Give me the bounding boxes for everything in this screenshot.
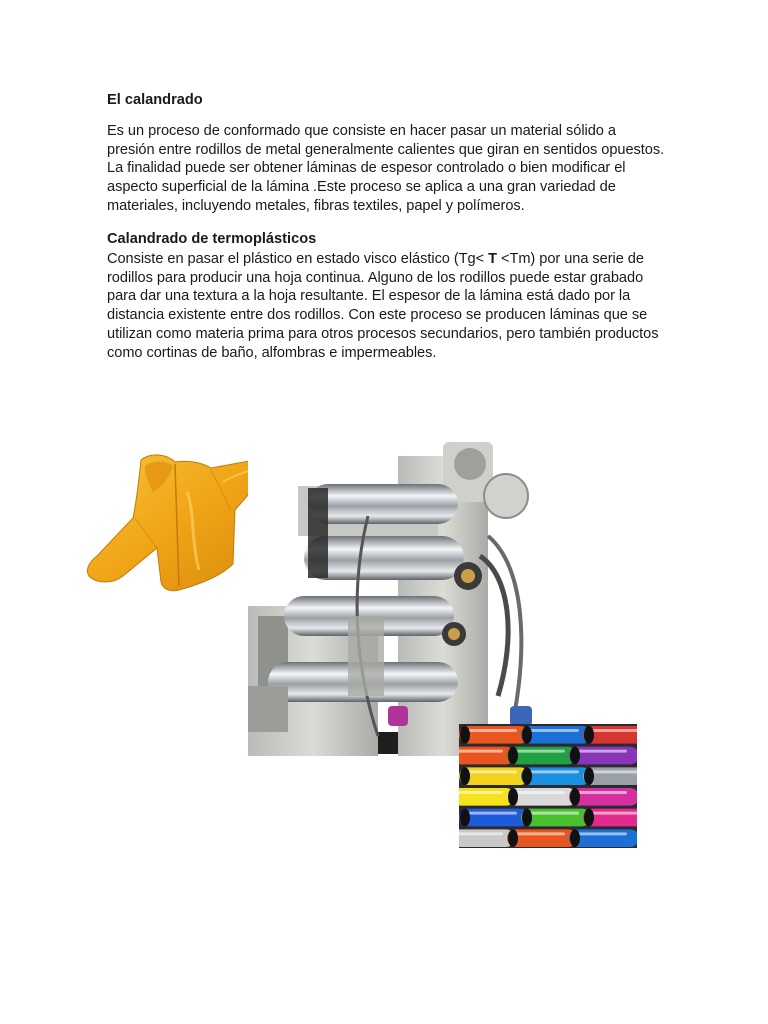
- foil-roll: [569, 829, 637, 847]
- section-body-termoplasticos: [107, 250, 667, 362]
- body-text-bold-t: T: [488, 251, 497, 267]
- foil-roll: [459, 829, 515, 847]
- foil-roll: [507, 747, 577, 765]
- foil-roll: [507, 829, 577, 847]
- colored-rolls-image: [459, 724, 637, 848]
- foil-roll: [521, 809, 591, 827]
- section-body-calandrado: Es un proceso de conformado que consiste en hacer pasar un material sólido a presión entre rodillos de metal generalmente calientes que giran en sentidos opuestos. La finalidad puede ser obtener láminas de espesor controlado o bien modificar el aspecto superficial de la lámina .Este proceso se aplica a una gran variedad de materiales, incluyendo metales, fibras textiles, papel y polímeros.: [107, 123, 665, 214]
- foil-roll: [521, 767, 591, 785]
- foil-roll: [459, 767, 529, 785]
- foil-roll: [583, 726, 637, 744]
- foil-roll: [459, 788, 515, 806]
- body-text-end: <Tm) por una serie de rodillos para producir una hoja continua. Alguno de los rodillos puede estar grabado para dar una textura a la hoja resultante. El espesor de la lámina está dado por la distancia existente entre dos rodillos. Con este proceso se producen láminas que se utilizan como materia prima para otros procesos secundarios, pero también productos como cortinas de baño, alfombras e impermeables.: [107, 251, 659, 361]
- raincoat-image: [83, 452, 268, 594]
- foil-roll: [583, 809, 637, 827]
- body-text-start: Consiste en pasar el plástico en estado visco elástico (Tg<: [107, 251, 489, 267]
- foil-roll: [459, 809, 529, 827]
- foil-roll: [569, 788, 637, 806]
- foil-roll: [521, 726, 591, 744]
- section-title-calandrado: El calandrado: [107, 92, 203, 108]
- foil-roll: [583, 767, 637, 785]
- section-title-termoplasticos: Calandrado de termoplásticos: [107, 231, 317, 247]
- foil-roll: [459, 726, 529, 744]
- foil-roll: [459, 747, 515, 765]
- foil-roll: [569, 747, 637, 765]
- foil-roll: [507, 788, 577, 806]
